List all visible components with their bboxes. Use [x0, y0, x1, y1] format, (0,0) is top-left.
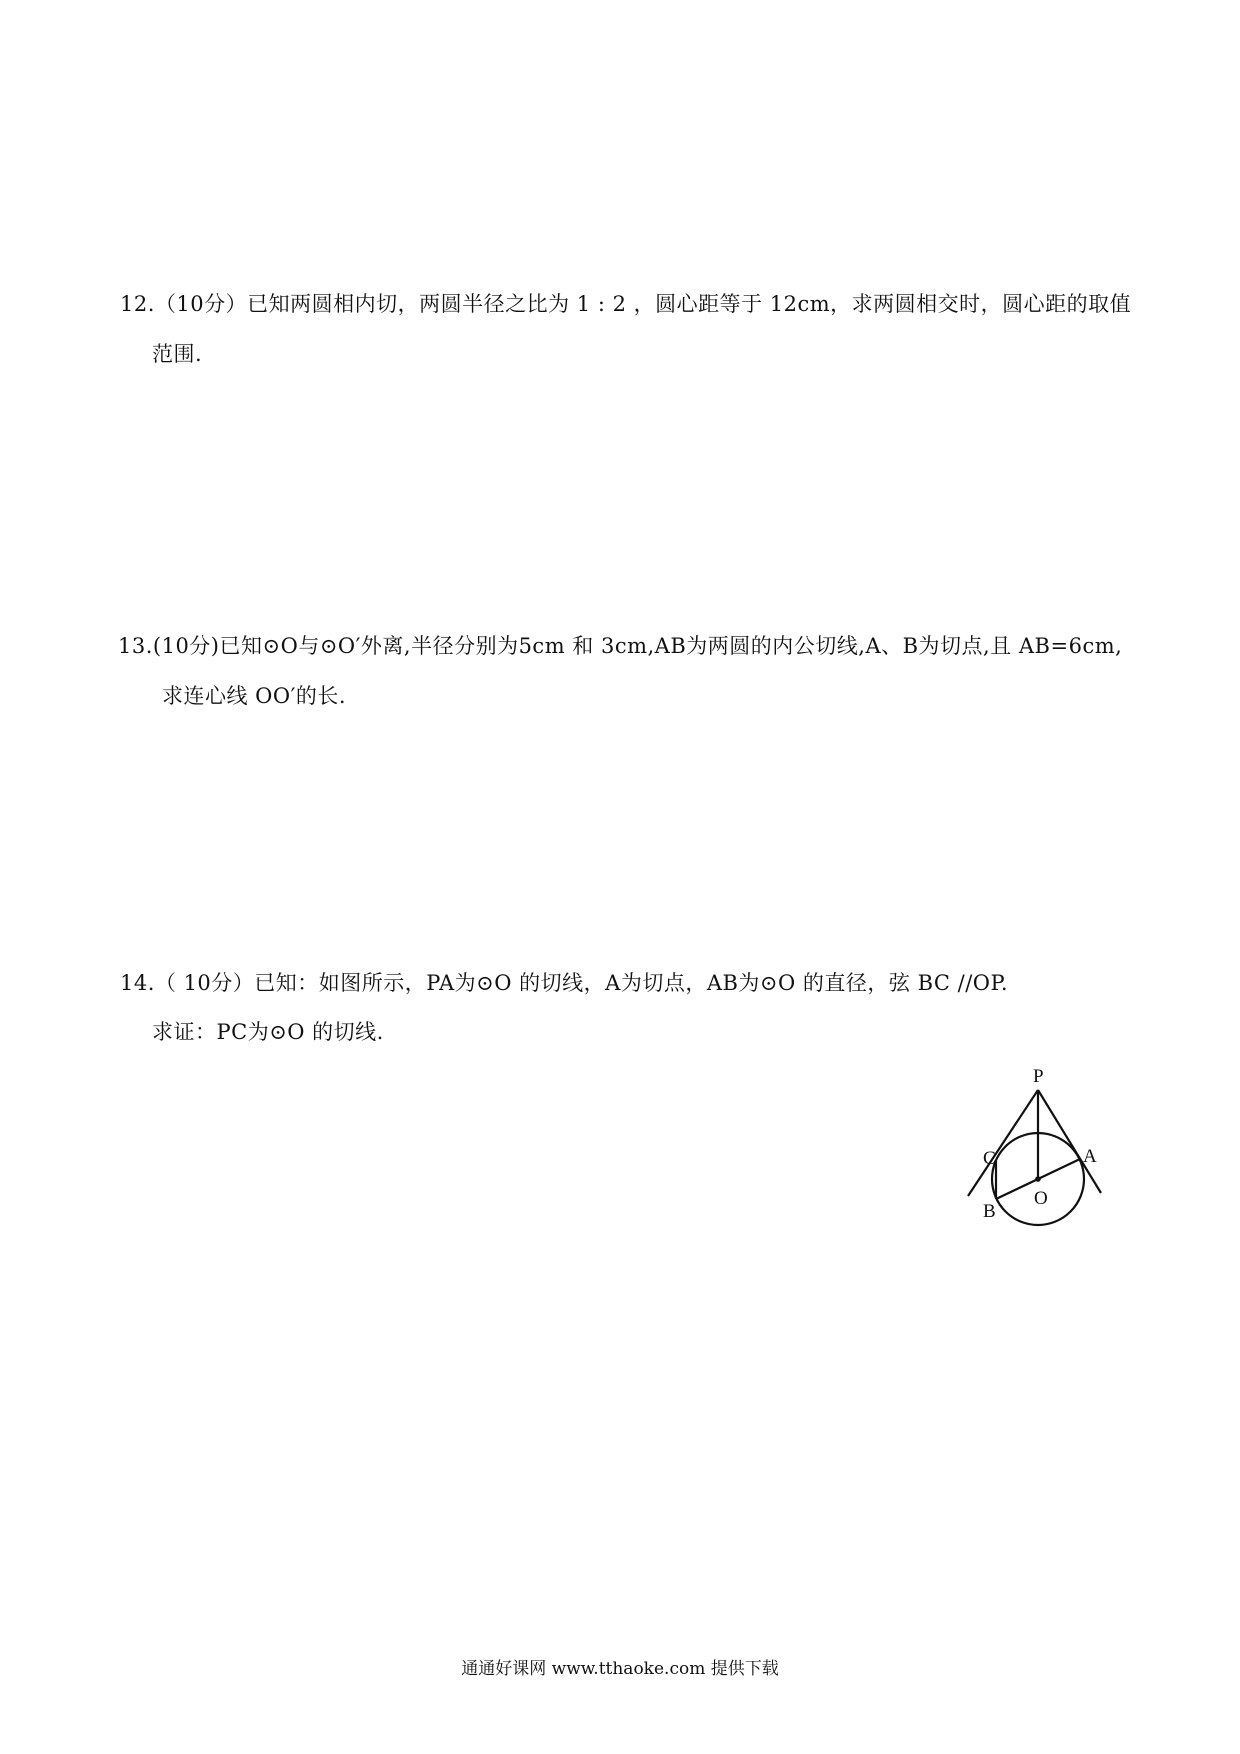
- tangent-line-pc: [968, 1090, 1038, 1196]
- question-14-line-2: 求证：PC为⊙O 的切线.: [152, 1020, 384, 1044]
- question-12-line-1: 12.（10分）已知两圆相内切，两圆半径之比为 1 : 2 ，圆心距等于 12cm，求两圆相交时，圆心距的取值: [120, 292, 1132, 316]
- geometry-figure: [958, 1055, 1128, 1235]
- question-13-line-2: 求连心线 OO′的长.: [162, 684, 347, 708]
- question-12-line-2: 范围.: [152, 342, 203, 366]
- label-c: C: [983, 1148, 996, 1169]
- tangent-line-pa: [1038, 1090, 1101, 1193]
- label-o: O: [1034, 1188, 1048, 1209]
- label-p: P: [1033, 1066, 1044, 1087]
- question-14-line-1: 14.（ 10分）已知：如图所示，PA为⊙O 的切线，A为切点，AB为⊙O 的直径，弦 BC //OP.: [120, 971, 1009, 995]
- center-dot: [1035, 1176, 1041, 1182]
- label-a: A: [1083, 1146, 1097, 1167]
- footer-source-note: 通通好课网 www.tthaoke.com 提供下载: [461, 1659, 779, 1679]
- question-13-line-1: 13.(10分)已知⊙O与⊙O′外离,半径分别为5cm 和 3cm,AB为两圆的内公切线,A、B为切点,且 AB=6cm,: [118, 634, 1123, 658]
- label-b: B: [983, 1201, 996, 1222]
